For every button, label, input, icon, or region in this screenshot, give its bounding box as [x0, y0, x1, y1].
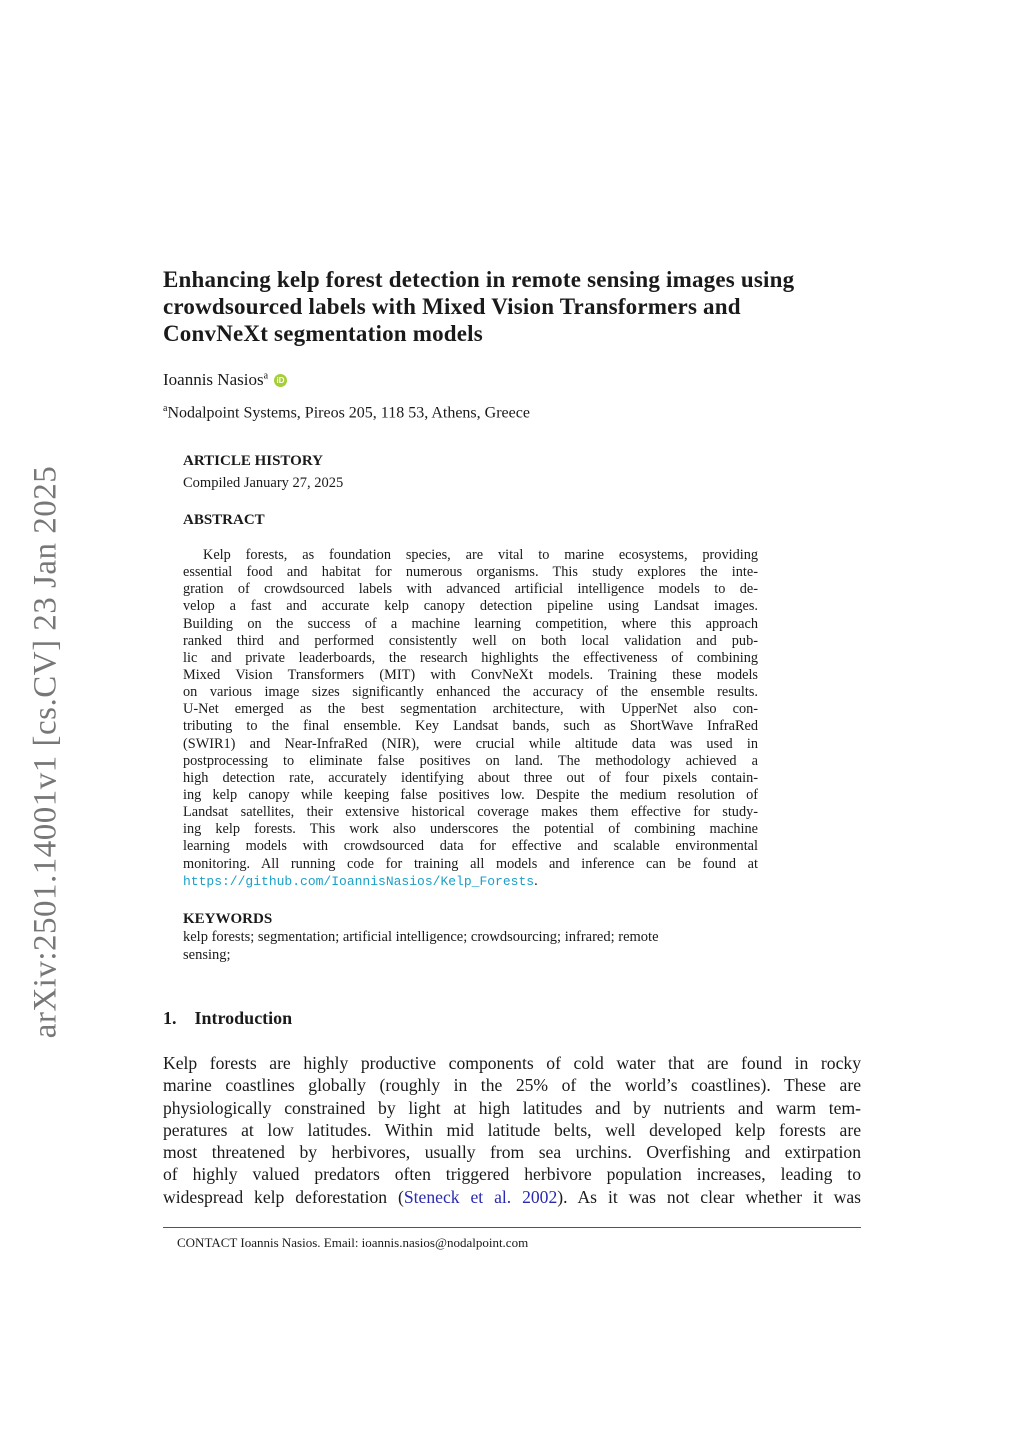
- contact-footnote: CONTACT Ioannis Nasios. Email: ioannis.nasios@nodalpoint.com: [177, 1235, 529, 1250]
- abstract-line: velop a fast and accurate kelp canopy detection pipeline using Landsat images.: [183, 598, 758, 615]
- abstract-line: ranked third and performed consistently well on both local validation and pub-: [183, 632, 758, 649]
- intro-line: of highly valued predators often triggered herbivore population increases, leading to: [163, 1164, 861, 1185]
- abstract-line: high detection rate, accurately identifying about three out of four pixels contain-: [183, 769, 758, 786]
- affil-text: Nodalpoint Systems, Pireos 205, 118 53, Athens, Greece: [167, 404, 530, 422]
- keywords-line: sensing;: [183, 946, 231, 963]
- keywords-list: [183, 929, 659, 964]
- citation-link[interactable]: Steneck et al. 2002: [403, 1186, 558, 1207]
- author-affil-mark: a: [263, 370, 269, 382]
- intro-text: ). As it was not clear whether it was: [557, 1186, 861, 1207]
- abstract-line: Kelp forests, as foundation species, are vital to marine ecosystems, providing: [203, 547, 758, 563]
- author-name: Ioannis Nasios: [163, 370, 264, 389]
- intro-line: Kelp forests are highly productive components of cold water that are found in rocky: [163, 1053, 861, 1073]
- abstract-line: ing kelp canopy while keeping false positives low. Despite the medium resolution of: [183, 786, 758, 803]
- github-link[interactable]: https://github.com/IoannisNasios/Kelp_Forests: [183, 873, 535, 889]
- intro-line: most threatened by herbivores, usually from sea urchins. Overfishing and extirpation: [163, 1142, 861, 1163]
- intro-line: [163, 1186, 861, 1208]
- title-line: Enhancing kelp forest detection in remote sensing images using: [163, 267, 795, 292]
- compiled-date: Compiled January 27, 2025: [183, 475, 344, 491]
- arxiv-identifier: arXiv:2501.14001v1 [cs.CV] 23 Jan 2025: [27, 465, 64, 1039]
- author: [163, 370, 287, 390]
- section-title: Introduction: [194, 1008, 293, 1028]
- section-heading: [163, 1008, 292, 1029]
- abstract-url-line: [183, 873, 758, 890]
- section-number: 1.: [163, 1008, 177, 1028]
- abstract-line: essential food and habitat for numerous organisms. This study explores the inte-: [183, 564, 758, 581]
- title-line: crowdsourced labels with Mixed Vision Transformers and: [163, 294, 741, 319]
- abstract-line: U-Net emerged as the best segmentation architecture, with UpperNet also con-: [183, 701, 758, 718]
- footnote-rule: [163, 1227, 861, 1228]
- affiliation: [163, 403, 530, 422]
- intro-paragraph: [163, 1052, 861, 1208]
- period: .: [534, 872, 538, 889]
- abstract-line: postprocessing to eliminate false positives on land. The methodology achieved a: [183, 752, 758, 769]
- intro-text: widespread kelp deforestation (: [163, 1186, 404, 1207]
- abstract-line: Landsat satellites, their extensive historical coverage makes them effective for study-: [183, 804, 758, 821]
- abstract-line: tributing to the final ensemble. Key Landsat bands, such as ShortWave InfraRed: [183, 718, 758, 735]
- abstract-line: learning models with crowdsourced data for effective and scalable environmental: [183, 838, 758, 855]
- intro-line: marine coastlines globally (roughly in the 25% of the world’s coastlines). These are: [163, 1075, 861, 1096]
- paper-title: [163, 266, 873, 347]
- keywords-heading: KEYWORDS: [183, 911, 273, 927]
- abstract-line: Building on the success of a machine learning competition, where this approach: [183, 615, 758, 632]
- intro-line: physiologically constrained by light at high latitudes and by nutrients and warm tem-: [163, 1097, 861, 1118]
- title-line: ConvNeXt segmentation models: [163, 321, 483, 346]
- abstract-heading: ABSTRACT: [183, 512, 265, 528]
- abstract-line: (SWIR1) and Near-InfraRed (NIR), were crucial while altitude data was used in: [183, 735, 758, 752]
- intro-line: peratures at low latitudes. Within mid latitude belts, well developed kelp forests are: [163, 1119, 861, 1140]
- abstract-line: monitoring. All running code for training all models and inference can be found at: [183, 855, 758, 872]
- keywords-line: kelp forests; segmentation; artificial intelligence; crowdsourcing; infrared; remote: [183, 929, 659, 945]
- abstract-line: ing kelp forests. This work also underscores the potential of combining machine: [183, 821, 758, 838]
- affil-mark: a: [163, 403, 168, 414]
- orcid-icon[interactable]: iD: [274, 374, 287, 387]
- abstract-body: [183, 547, 758, 890]
- abstract-line: gration of crowdsourced labels with advanced artificial intelligence models to de-: [183, 581, 758, 598]
- abstract-line: on various image sizes significantly enhanced the accuracy of the ensemble results.: [183, 684, 758, 701]
- abstract-line: lic and private leaderboards, the research highlights the effectiveness of combining: [183, 649, 758, 666]
- article-history-heading: ARTICLE HISTORY: [183, 453, 323, 469]
- abstract-line: Mixed Vision Transformers (MIT) with ConvNeXt models. Training these models: [183, 666, 758, 683]
